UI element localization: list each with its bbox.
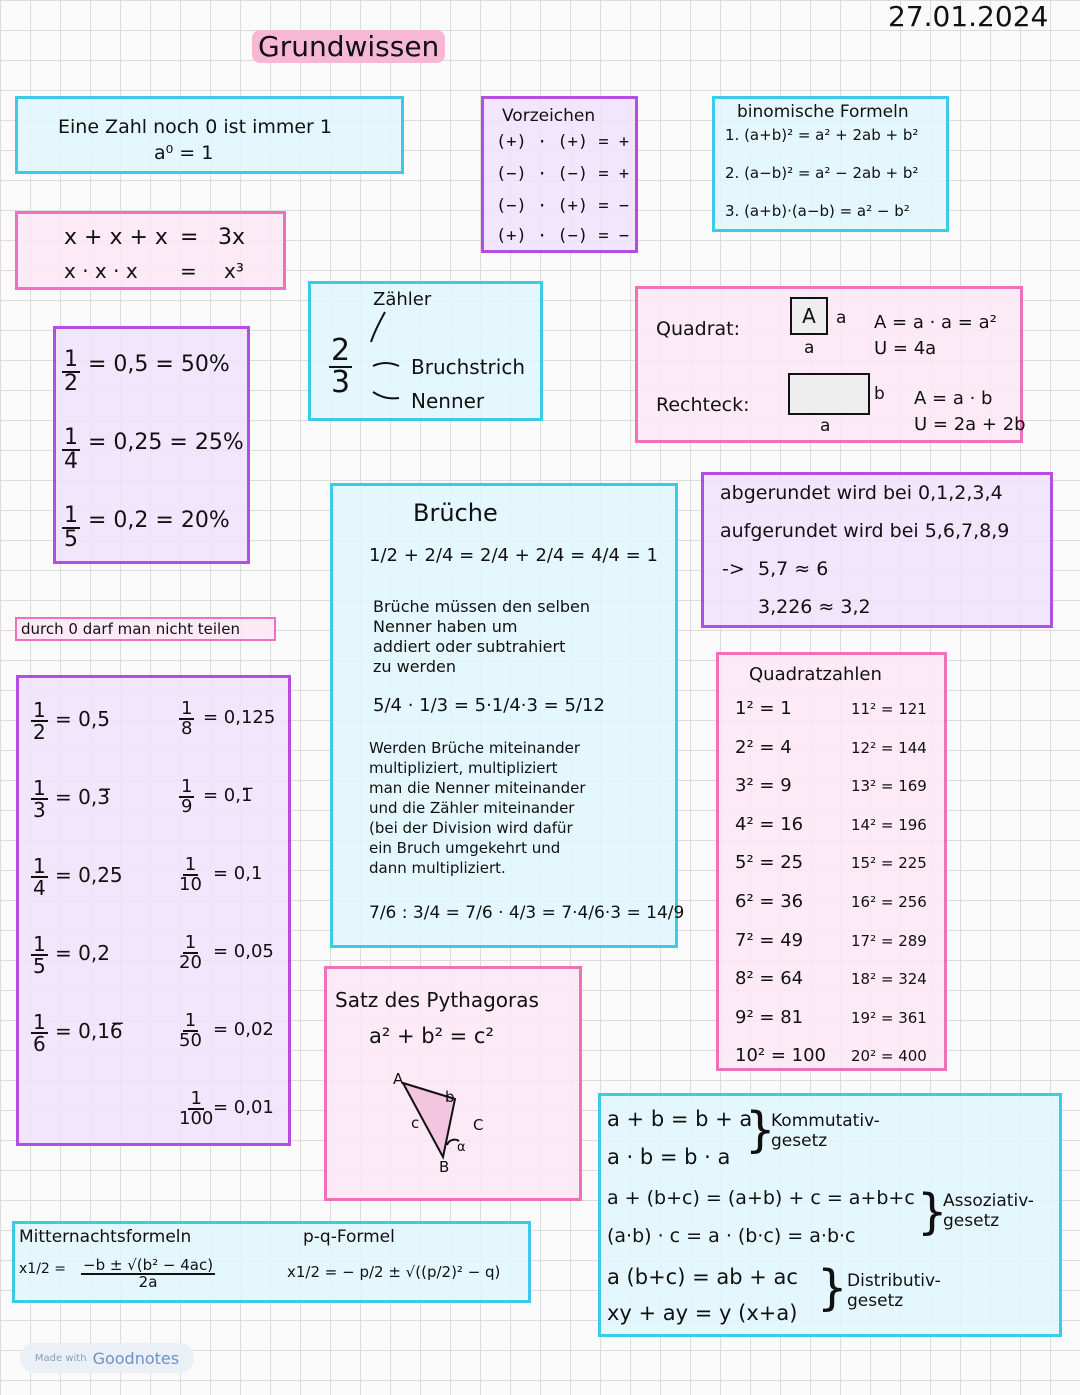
rounding-arrow: -> (722, 558, 745, 580)
mitternacht-title: Mitternachtsformeln (19, 1227, 192, 1247)
square-side-right: a (836, 308, 847, 328)
rounding-box (701, 472, 1053, 628)
formula-box (12, 1221, 531, 1303)
distr-line-2: xy + ay = y (x+a) (607, 1301, 798, 1325)
rect-side-right: b (874, 384, 885, 404)
square-left-7: 7² = 49 (735, 929, 804, 951)
square-right-8: 18² = 324 (851, 970, 927, 989)
goodnotes-badge[interactable] (20, 1343, 194, 1373)
mitternacht-fraction: $\frac{\text{−b ± √(b² − 4ac)}}{2a}$ (83, 1256, 214, 1291)
shapes-box (635, 286, 1026, 443)
decimal-left-value-4: = 0,2 (55, 941, 110, 965)
percent-box (53, 326, 250, 564)
x-product-eq: = (180, 259, 197, 283)
decimal-right-frac-5: $\frac{1}{50}$ (179, 1010, 202, 1051)
square-perimeter: U = 4a (874, 338, 937, 359)
sign-row-2: (−) · (−) = + (496, 164, 630, 184)
rect-label: Rechteck: (656, 394, 750, 416)
decimal-left-frac-2: $\frac{1}{3}$ (33, 776, 46, 822)
decimal-left-value-1: = 0,5 (55, 707, 110, 731)
label-C: C (473, 1116, 484, 1134)
distr-line-1: a (b+c) = ab + ac (607, 1265, 798, 1289)
label-A: A (393, 1070, 404, 1088)
square-right-5: 15² = 225 (851, 854, 927, 873)
goodnotes-brand: Goodnotes (92, 1348, 180, 1368)
x-product-result: x³ (224, 259, 244, 283)
mitternacht-lhs: x1/2 = (19, 1261, 66, 1277)
decimal-left-value-3: = 0,25 (55, 863, 123, 887)
fractions-title: Brüche (413, 499, 498, 527)
fraction-add-text-2: Nenner haben um (373, 617, 518, 636)
rect-shape (788, 373, 870, 415)
decimal-right-value-2: = 0,1̅ (203, 785, 253, 806)
square-right-7: 17² = 289 (851, 931, 927, 950)
label-c: c (411, 1114, 420, 1132)
decimal-right-value-4: = 0,05 (213, 941, 274, 962)
fraction-mult-example: 5/4 · 1/3 = 5·1/4·3 = 5/12 (373, 695, 605, 716)
decimal-left-frac-3: $\frac{1}{4}$ (33, 854, 46, 900)
komm-label-2: gesetz (771, 1131, 828, 1151)
decimal-right-value-3: = 0,1 (213, 863, 263, 884)
decimal-right-frac-4: $\frac{1}{20}$ (179, 932, 202, 973)
numerator-pointer (369, 310, 389, 344)
binom-row-2: 2. (a−b)² = a² − 2ab + b² (725, 164, 919, 182)
date: 27.01.2024 (888, 0, 1049, 33)
rect-side-bottom: a (820, 416, 831, 436)
exponent-box (15, 96, 404, 174)
zero-note: durch 0 darf man nicht teilen (21, 620, 240, 638)
pq-title: p-q-Formel (303, 1227, 395, 1247)
assoz-brace: } (917, 1184, 948, 1240)
sign-box (481, 96, 638, 253)
binom-row-3: 3. (a+b)·(a−b) = a² − b² (725, 202, 910, 220)
x-product: x · x · x (64, 259, 138, 283)
fractions-box (330, 483, 685, 948)
decimal-left-frac-5: $\frac{1}{6}$ (33, 1010, 46, 1056)
square-right-9: 19² = 361 (851, 1008, 927, 1027)
page-title: Grundwissen (252, 30, 445, 63)
fraction-add-example: 1/2 + 2/4 = 2/4 + 2/4 = 4/4 = 1 (369, 545, 658, 566)
square-left-4: 4² = 16 (735, 813, 804, 835)
assoz-label-1: Assoziativ- (943, 1191, 1034, 1211)
square-left-6: 6² = 36 (735, 891, 804, 912)
label-B: B (439, 1158, 450, 1176)
decimal-left-frac-1: $\frac{1}{2}$ (33, 698, 46, 744)
distr-brace: } (817, 1260, 848, 1316)
komm-label-1: Kommutativ- (771, 1111, 880, 1131)
square-left-1: 1² = 1 (735, 698, 792, 719)
exponent-line1: Eine Zahl noch 0 ist immer 1 (58, 116, 332, 138)
percent-value-3: = 0,2 = 20% (88, 508, 230, 533)
exponent-line2: a⁰ = 1 (154, 142, 214, 164)
assoz-line-2: (a·b) · c = a · (b·c) = a·b·c (607, 1225, 856, 1247)
decimal-right-value-5: = 0,02 (213, 1019, 274, 1040)
decimal-right-frac-3: $\frac{1}{10}$ (179, 854, 202, 895)
label-b: b (445, 1088, 455, 1106)
fraction-add-text-3: addiert oder subtrahiert (373, 637, 566, 656)
square-left-9: 9² = 81 (735, 1006, 804, 1028)
label-alpha: α (457, 1140, 466, 1155)
square-left-3: 3² = 9 (735, 775, 792, 797)
rect-perimeter: U = 2a + 2b (914, 414, 1026, 435)
binom-row-1: 1. (a+b)² = a² + 2ab + b² (725, 126, 919, 144)
square-right-4: 14² = 196 (851, 815, 927, 834)
decimal-left-frac-4: $\frac{1}{5}$ (33, 932, 46, 978)
fraction-mult-text-3: man die Nenner miteinander (369, 779, 586, 797)
fraction-parts-box (308, 281, 543, 421)
percent-frac-3: $\frac{1}{5}$ (64, 503, 78, 552)
binom-title: binomische Formeln (737, 102, 909, 122)
fraction-add-text-1: Brüche müssen den selben (373, 597, 591, 616)
sign-row-3: (−) · (+) = − (496, 196, 630, 216)
numerator-label: Zähler (373, 289, 432, 310)
denominator-label: Nenner (411, 389, 485, 413)
decimal-right-value-6: = 0,01 (213, 1097, 274, 1118)
percent-value-1: = 0,5 = 50% (88, 352, 230, 377)
squares-box (716, 652, 947, 1071)
sign-row-4: (+) · (−) = − (496, 226, 630, 246)
square-side-bottom: a (804, 338, 815, 358)
percent-frac-2: $\frac{1}{4}$ (64, 425, 78, 474)
zero-note-box (15, 617, 276, 641)
laws-box (598, 1093, 1062, 1337)
rounding-down: abgerundet wird bei 0,1,2,3,4 (720, 482, 1003, 504)
square-right-2: 12² = 144 (851, 738, 927, 757)
pythagoras-formula: a² + b² = c² (369, 1024, 494, 1048)
square-left-10: 10² = 100 (735, 1045, 827, 1067)
fraction-div-example: 7/6 : 3/4 = 7/6 · 4/3 = 7·4/6·3 = 14/9 (369, 903, 685, 923)
fraction-mult-text-7: dann multipliziert. (369, 859, 506, 877)
decimal-left-value-5: = 0,16̅ (55, 1019, 123, 1043)
decimal-box (16, 675, 291, 1146)
decimal-right-frac-2: $\frac{1}{9}$ (181, 776, 193, 817)
square-right-10: 20² = 400 (851, 1047, 927, 1066)
made-with-label: Made with (34, 1352, 87, 1364)
rounding-up: aufgerundet wird bei 5,6,7,8,9 (720, 520, 1010, 542)
square-right-6: 16² = 256 (851, 893, 927, 911)
fraction-mult-text-2: multipliziert, multipliziert (369, 759, 558, 777)
bar-pointer (371, 360, 401, 370)
rounding-example-1: 5,7 ≈ 6 (758, 558, 829, 580)
square-left-2: 2² = 4 (735, 736, 792, 758)
rounding-example-2: 3,226 ≈ 3,2 (758, 596, 871, 618)
binom-box (712, 96, 949, 232)
komm-line-1: a + b = b + a (607, 1107, 753, 1131)
square-inner-label: A (802, 304, 816, 328)
fraction-mult-text-1: Werden Brüche miteinander (369, 739, 581, 757)
x-sum-result: 3x (218, 225, 246, 250)
fraction-mult-text-6: ein Bruch umgekehrt und (369, 839, 561, 857)
sign-title: Vorzeichen (502, 106, 596, 126)
pythagoras-box (324, 966, 582, 1201)
x-box (15, 211, 286, 290)
denominator-pointer (371, 390, 401, 402)
square-area: A = a · a = a² (874, 312, 997, 333)
x-sum-eq: = (180, 225, 199, 250)
assoz-label-2: gesetz (943, 1211, 1000, 1231)
fraction-example: $\frac{2}{3}$ (331, 333, 351, 400)
decimal-right-frac-6: $\frac{1}{100}$ (179, 1088, 214, 1129)
fraction-mult-text-4: und die Zähler miteinander (369, 799, 575, 817)
decimal-left-value-2: = 0,3̅ (55, 785, 110, 809)
percent-value-2: = 0,25 = 25% (88, 430, 244, 455)
fraction-mult-text-5: (bei der Division wird dafür (369, 819, 573, 837)
decimal-right-frac-1: $\frac{1}{8}$ (181, 698, 193, 739)
bar-label: Bruchstrich (411, 355, 526, 379)
komm-brace: } (745, 1102, 776, 1158)
distr-label-2: gesetz (847, 1291, 904, 1311)
pq-formula: x1/2 = − p/2 ± √((p/2)² − q) (287, 1263, 501, 1281)
komm-line-2: a · b = b · a (607, 1145, 731, 1169)
assoz-line-1: a + (b+c) = (a+b) + c = a+b+c (607, 1187, 915, 1209)
decimal-right-value-1: = 0,125 (203, 707, 276, 728)
square-left-8: 8² = 64 (735, 968, 804, 990)
sign-row-1: (+) · (+) = + (496, 132, 630, 152)
square-right-1: 11² = 121 (851, 700, 927, 718)
square-label: Quadrat: (656, 318, 741, 340)
fraction-add-text-4: zu werden (373, 657, 456, 676)
square-left-5: 5² = 25 (735, 852, 804, 874)
square-right-3: 13² = 169 (851, 777, 927, 796)
percent-frac-1: $\frac{1}{2}$ (64, 347, 78, 396)
square-shape (790, 297, 828, 335)
x-sum: x + x + x (64, 225, 168, 250)
pythagoras-title: Satz des Pythagoras (335, 988, 539, 1012)
squares-title: Quadratzahlen (749, 664, 882, 685)
rect-area: A = a · b (914, 388, 993, 409)
distr-label-1: Distributiv- (847, 1271, 941, 1291)
